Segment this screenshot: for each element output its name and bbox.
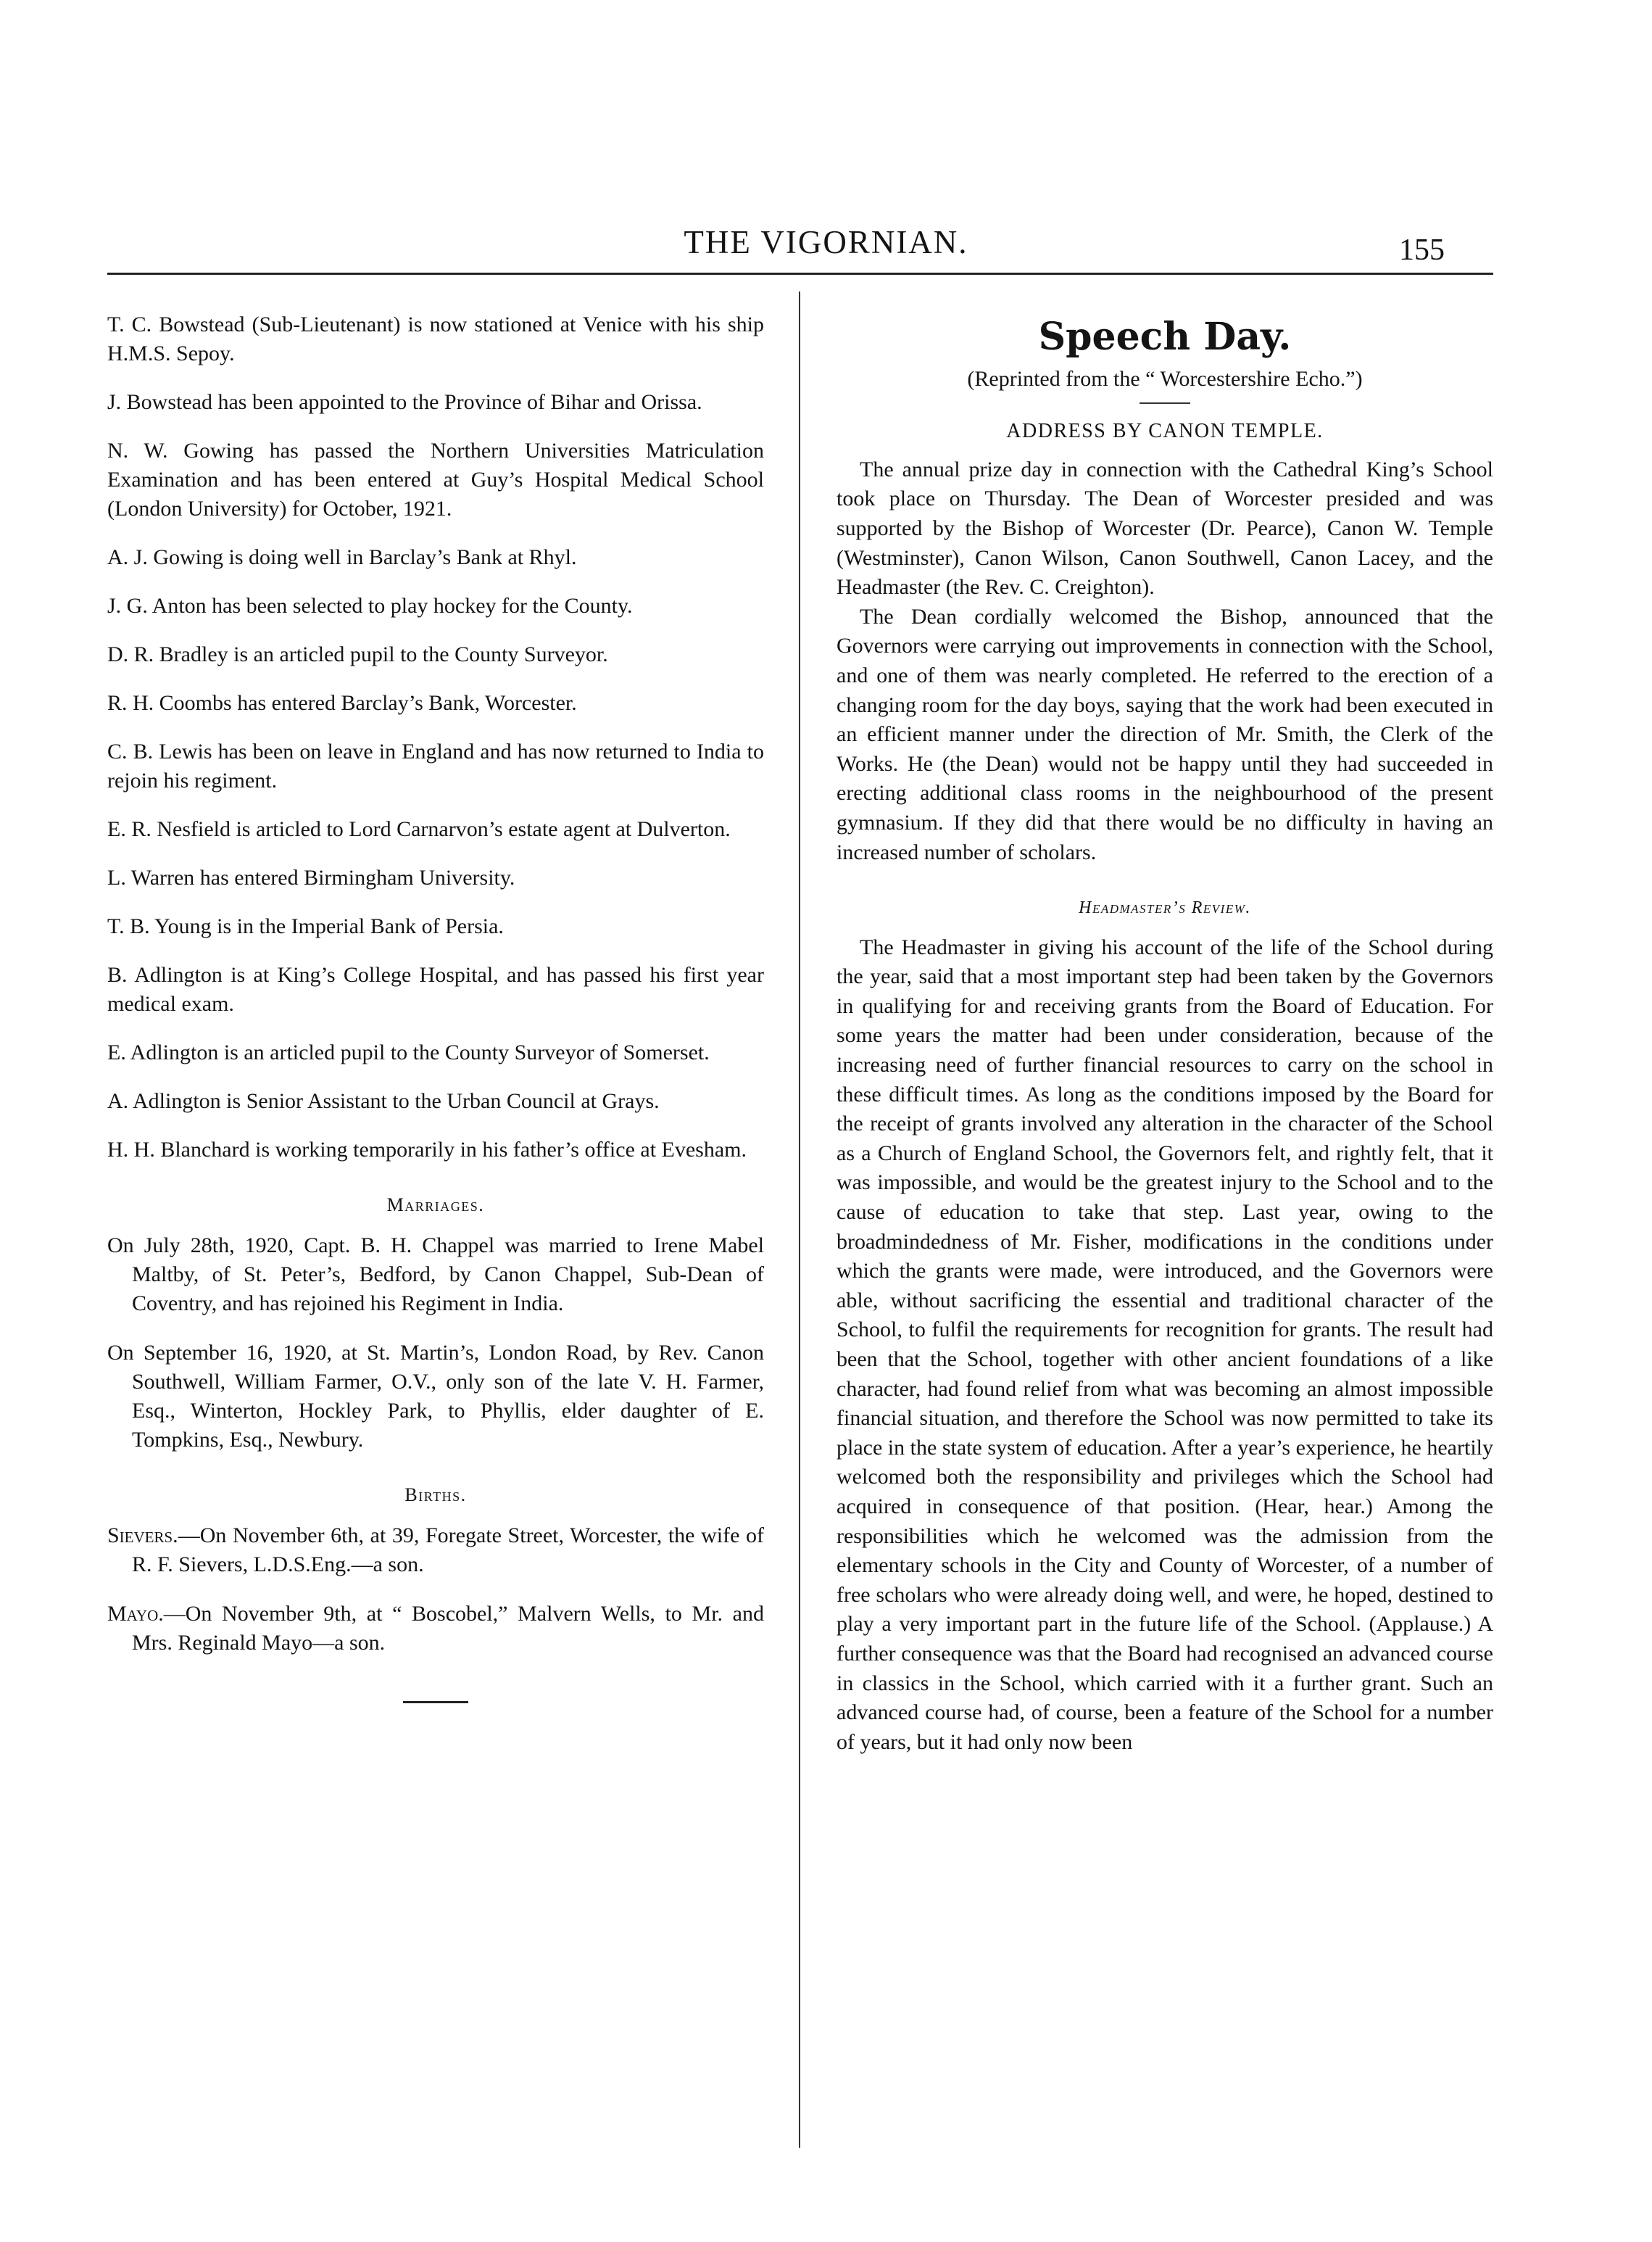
old-boys-news xyxy=(107,310,764,1165)
headmasters-review-heading: Headmaster’s Review. xyxy=(1079,898,1251,918)
article-paragraph: The Headmaster in giving his account of the life of the School during the year, said that a most important step had been taken by the Governors in qualifying for and receiving grants from the Board of Education. For some years the matter had been under consideration, because of the increasing need of further financial resources to carry on the school in these difficult times. As long as the conditions imposed by the Board for the receipt of grants involved any alteration in the character of the School as a Church of England School, the Governors felt, and rightly felt, that it was impossible, and would be the greatest injury to the School and to the cause of education to take that step. Last year, owing to the broadmindedness of Mr. Fisher, modifications in the conditions under which the grants were made, were introduced, and the Governors were able, without sacrificing the essential and traditional character of the School, to fulfil the requirements for recognition for grants. The result had been that the School, together with other ancient foundations of a like character, had found relief from what was becoming an almost impossible financial situation, and therefore the School was now permitted to take its place in the state system of education. After a year’s experience, he heartily welcomed both the responsibility and privileges which the School had acquired in consequence of that position. (Hear, hear.) Among the responsibilities which he welcomed was the admission from the elementary schools in the City and County of Worcester, of a number of free scholars who were already doing well, and were, he hoped, destined to play a very important part in the future life of the School. (Applause.) A further consequence was that the Board had recognised an advanced course in classics in the School, which carried with it a further grant. Such an advanced course had, of course, been a feature of the School for a number of years, but it had only now been xyxy=(837,935,1493,1754)
birth-entry-text: —On November 6th, at 39, Foregate Street, Worcester, the wife of R. F. Sievers, L.D.S.Eng.—a son. xyxy=(132,1523,764,1576)
births-heading: Births. xyxy=(404,1484,467,1505)
news-item: E. R. Nesfield is articled to Lord Carnarvon’s estate agent at Dulverton. xyxy=(107,817,731,841)
title-rule xyxy=(1140,402,1190,404)
news-item: J. Bowstead has been appointed to the Province of Bihar and Orissa. xyxy=(107,390,702,414)
left-column xyxy=(107,310,764,1703)
news-item: N. W. Gowing has passed the Northern Universities Matriculation Examination and has been entered at Guy’s Hospital Medical School (London University) for October, 1921. xyxy=(107,439,764,521)
header-rule xyxy=(107,273,1493,275)
right-column xyxy=(837,316,1493,1757)
news-item: T. C. Bowstead (Sub-Lieutenant) is now stationed at Venice with his ship H.M.S. Sepoy. xyxy=(107,313,764,365)
marriage-entry: On July 28th, 1920, Capt. B. H. Chappel was married to Irene Mabel Maltby, of St. Peter’s, Bedford, by Canon Chappel, Sub-Dean of Coventry, and has rejoined his Regiment in India. xyxy=(107,1233,764,1315)
news-item: H. H. Blanchard is working temporarily in his father’s office at Evesham. xyxy=(107,1138,747,1162)
birth-entry-name: Mayo. xyxy=(107,1602,164,1626)
news-item: T. B. Young is in the Imperial Bank of Persia. xyxy=(107,914,504,938)
news-item: R. H. Coombs has entered Barclay’s Bank, Worcester. xyxy=(107,691,577,715)
reprint-note: (Reprinted from the “ Worcestershire Echo.”) xyxy=(967,367,1363,392)
news-item: J. G. Anton has been selected to play hockey for the County. xyxy=(107,594,633,618)
birth-entry xyxy=(107,1521,764,1579)
article-title: Speech Day. xyxy=(1038,315,1292,359)
end-ornament xyxy=(403,1701,468,1703)
news-item: B. Adlington is at King’s College Hospital, and has passed his first year medical exam. xyxy=(107,963,764,1016)
address-heading: ADDRESS BY CANON TEMPLE. xyxy=(1006,420,1324,443)
marriage-entry: On September 16, 1920, at St. Martin’s, London Road, by Rev. Canon Southwell, William Farmer, O.V., only son of the late V. H. Farmer, Esq., Winterton, Hockley Park, to Phyllis, elder daughter of E. Tompkins, Esq., Newbury. xyxy=(107,1341,764,1452)
news-item: L. Warren has entered Birmingham University. xyxy=(107,866,515,890)
news-item: A. Adlington is Senior Assistant to the Urban Council at Grays. xyxy=(107,1089,660,1113)
running-header-title: THE VIGORNIAN. xyxy=(684,224,968,260)
news-item: A. J. Gowing is doing well in Barclay’s Bank at Rhyl. xyxy=(107,545,577,569)
birth-entry-text: —On November 9th, at “ Boscobel,” Malvern Wells, to Mr. and Mrs. Reginald Mayo—a son. xyxy=(132,1602,764,1655)
news-item: C. B. Lewis has been on leave in England and has now returned to India to rejoin his regiment. xyxy=(107,740,764,793)
column-divider xyxy=(799,291,800,2148)
birth-entry xyxy=(107,1600,764,1658)
marriages-heading: Marriages. xyxy=(386,1194,485,1215)
birth-entry-name: Sievers. xyxy=(107,1523,178,1547)
news-item: D. R. Bradley is an articled pupil to the County Surveyor. xyxy=(107,642,608,666)
page-number: 155 xyxy=(1399,233,1445,267)
article-paragraph: The Dean cordially welcomed the Bishop, announced that the Governors were carrying out improvements in connection with the School, and one of them was nearly completed. He referred to the erection of a changing room for the day boys, saying that the work had been executed in an efficient manner under the direction of Mr. Smith, the Clerk of the Works. He (the Dean) would not be happy until they had succeeded in erecting additional class rooms in the neighbourhood of the present gymnasium. If they did that there would be no difficulty in having an increased number of scholars. xyxy=(837,604,1493,864)
news-item: E. Adlington is an articled pupil to the County Surveyor of Somerset. xyxy=(107,1041,710,1064)
article-paragraph: The annual prize day in connection with the Cathedral King’s School took place on Thursday. The Dean of Worcester presided and was supported by the Bishop of Worcester (Dr. Pearce), Canon W. Temple (Westminster), Canon Wilson, Canon Southwell, Canon Lacey, and the Headmaster (the Rev. C. Creighton). xyxy=(837,457,1493,600)
